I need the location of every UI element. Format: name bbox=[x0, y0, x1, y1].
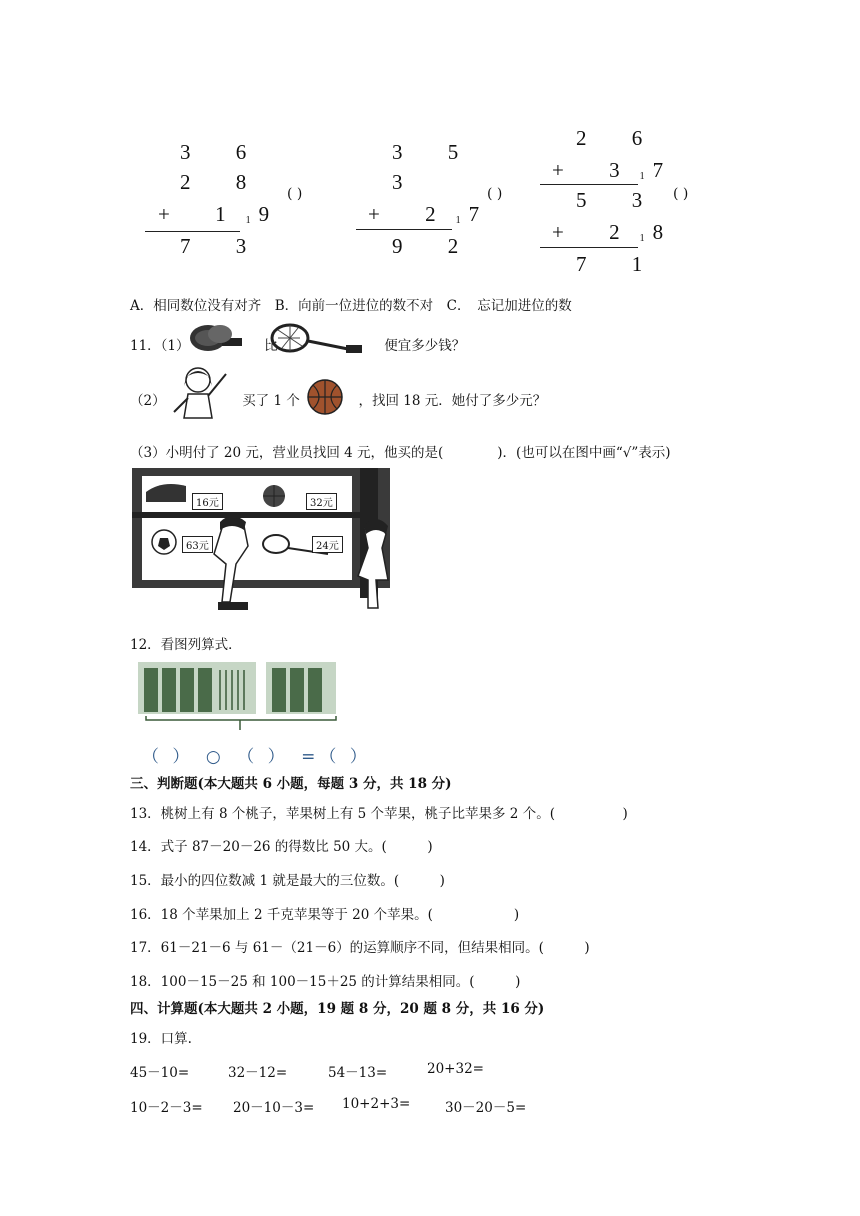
section-4-heading: 四、计算题(本大题共 2 小题，19 题 8 分，20 题 8 分，共 16 分) bbox=[130, 1001, 545, 1017]
digits-row: + $3_1$ 7 bbox=[552, 158, 684, 182]
counting-sticks-illustration bbox=[136, 660, 338, 732]
question-13: 13．桃树上有 8 个桃子，苹果树上有 5 个苹果，桃子比苹果多 2 个。( ) bbox=[130, 806, 628, 822]
question-16: 16．18 个苹果加上 2 千克苹果等于 20 个苹果。( ) bbox=[130, 907, 520, 923]
digits-result: 7 3 bbox=[180, 234, 267, 258]
section-3-heading: 三、判断题(本大题共 6 小题，每题 3 分，共 18 分) bbox=[130, 776, 452, 792]
digits-row: + $1_1$ 9 bbox=[158, 202, 290, 226]
digits-row: 2 6 bbox=[576, 126, 663, 150]
badminton-racket-icon bbox=[270, 322, 364, 356]
question-18: 18．100－15－25 和 100－15＋25 的计算结果相同。( ) bbox=[130, 974, 521, 990]
digits-result: 9 2 bbox=[392, 234, 479, 258]
sum-line bbox=[145, 231, 240, 232]
calc-item: 20－10－3= bbox=[233, 1100, 315, 1116]
price-tag: 16元 bbox=[192, 493, 223, 510]
question-11-part-2: （2） 买了 1 个 ，找回 18 元．她付了多少元？ bbox=[130, 393, 547, 409]
price-tag: 32元 bbox=[306, 493, 337, 510]
calc-item: 10+2+3= bbox=[342, 1096, 411, 1112]
choice-options: A．相同数位没有对齐 B．向前一位进位的数不对 C． 忘记加进位的数 bbox=[130, 298, 572, 314]
answer-blank[interactable]: ( ) bbox=[487, 186, 503, 202]
answer-blank[interactable]: ( ) bbox=[287, 186, 303, 202]
question-19: 19．口算. bbox=[130, 1031, 192, 1047]
price-tag: 24元 bbox=[312, 536, 343, 553]
question-15: 15．最小的四位数减 1 就是最大的三位数。( ) bbox=[130, 873, 445, 889]
digits-row: 3 bbox=[392, 170, 423, 194]
digits-row: 3 6 bbox=[180, 140, 267, 164]
question-12-title: 12．看图列算式． bbox=[130, 637, 242, 653]
basketball-icon bbox=[306, 378, 344, 416]
question-14: 14．式子 87－20－26 的得数比 50 大。( ) bbox=[130, 839, 433, 855]
digits-row: 2 8 bbox=[180, 170, 267, 194]
formula-blanks[interactable]: （ ） ○ （ ） =（ ） bbox=[142, 747, 371, 767]
calc-item: 10－2－3= bbox=[130, 1100, 203, 1116]
price-tag: 63元 bbox=[182, 536, 213, 553]
calc-item: 54－13= bbox=[328, 1065, 388, 1081]
digits-row: 5 3 bbox=[576, 188, 663, 212]
calc-item: 32－12= bbox=[228, 1065, 288, 1081]
digits-row: + $2_1$ 8 bbox=[552, 220, 684, 244]
digits-result: 7 1 bbox=[576, 252, 663, 276]
question-11-part-1: 11．（1） 比 便宜多少钱？ bbox=[130, 338, 466, 354]
calc-item: 30－20－5= bbox=[445, 1100, 527, 1116]
ping-pong-paddles-icon bbox=[186, 320, 248, 358]
answer-blank[interactable]: ( ) bbox=[673, 186, 689, 202]
shop-shelf-illustration bbox=[132, 468, 390, 618]
sum-line bbox=[540, 247, 638, 248]
sum-line bbox=[356, 229, 452, 230]
digits-row: + $2_1$ 7 bbox=[368, 202, 500, 226]
calc-item: 45－10= bbox=[130, 1065, 190, 1081]
digits-row: 3 5 bbox=[392, 140, 479, 164]
question-11-part-3: （3）小明付了 20 元，营业员找回 4 元，他买的是( )．(也可以在图中画“√”表示) bbox=[130, 445, 671, 461]
girl-pointing-icon bbox=[168, 362, 234, 420]
calc-item: 20+32= bbox=[427, 1061, 484, 1077]
question-17: 17．61－21－6 与 61－（21－6）的运算顺序不同，但结果相同。( ) bbox=[130, 940, 590, 956]
sum-line bbox=[540, 184, 638, 185]
